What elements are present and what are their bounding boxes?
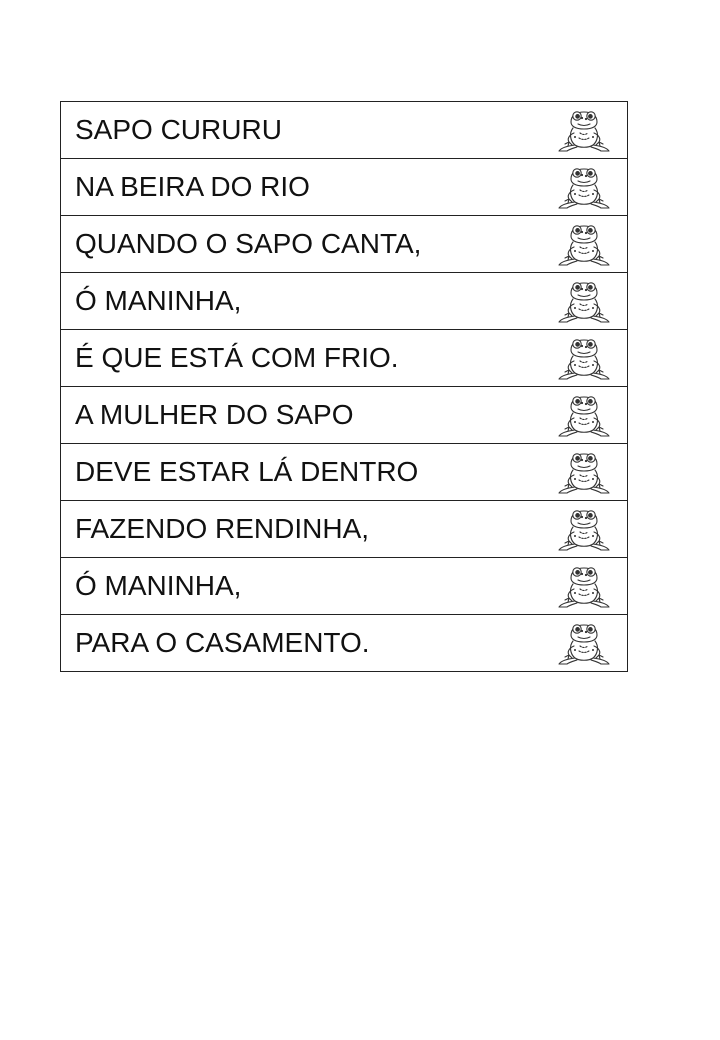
song-line-row [61, 387, 628, 444]
song-lines-table [60, 101, 628, 672]
song-line-text: A MULHER DO SAPO [75, 399, 354, 430]
song-line-cell [61, 273, 628, 330]
song-line-cell [61, 501, 628, 558]
song-line-text: QUANDO O SAPO CANTA, [75, 228, 422, 259]
song-line-row [61, 501, 628, 558]
song-line-text: NA BEIRA DO RIO [75, 171, 310, 202]
song-line-text: DEVE ESTAR LÁ DENTRO [75, 456, 419, 487]
frog-icon [555, 562, 613, 610]
song-line-row [61, 216, 628, 273]
song-line-cell [61, 615, 628, 672]
frog-icon [555, 334, 613, 382]
frog-icon [555, 619, 613, 667]
song-line-row [61, 444, 628, 501]
song-line-text: É QUE ESTÁ COM FRIO. [75, 342, 399, 373]
song-line-cell [61, 102, 628, 159]
song-line-text: PARA O CASAMENTO. [75, 627, 370, 658]
song-line-cell [61, 444, 628, 501]
frog-icon [555, 106, 613, 154]
song-line-text: FAZENDO RENDINHA, [75, 513, 370, 544]
frog-icon [555, 220, 613, 268]
song-line-row [61, 159, 628, 216]
song-line-text: SAPO CURURU [75, 114, 282, 145]
frog-icon [555, 448, 613, 496]
song-line-row [61, 102, 628, 159]
song-line-text: Ó MANINHA, [75, 570, 242, 601]
frog-icon [555, 163, 613, 211]
song-line-cell [61, 330, 628, 387]
song-line-row [61, 330, 628, 387]
song-line-text: Ó MANINHA, [75, 285, 242, 316]
song-line-row [61, 558, 628, 615]
song-lines-body [61, 102, 628, 672]
song-line-row [61, 273, 628, 330]
song-line-cell [61, 216, 628, 273]
frog-icon [555, 277, 613, 325]
song-line-row [61, 615, 628, 672]
song-line-cell [61, 159, 628, 216]
frog-icon [555, 391, 613, 439]
song-line-cell [61, 558, 628, 615]
frog-icon [555, 505, 613, 553]
song-line-cell [61, 387, 628, 444]
